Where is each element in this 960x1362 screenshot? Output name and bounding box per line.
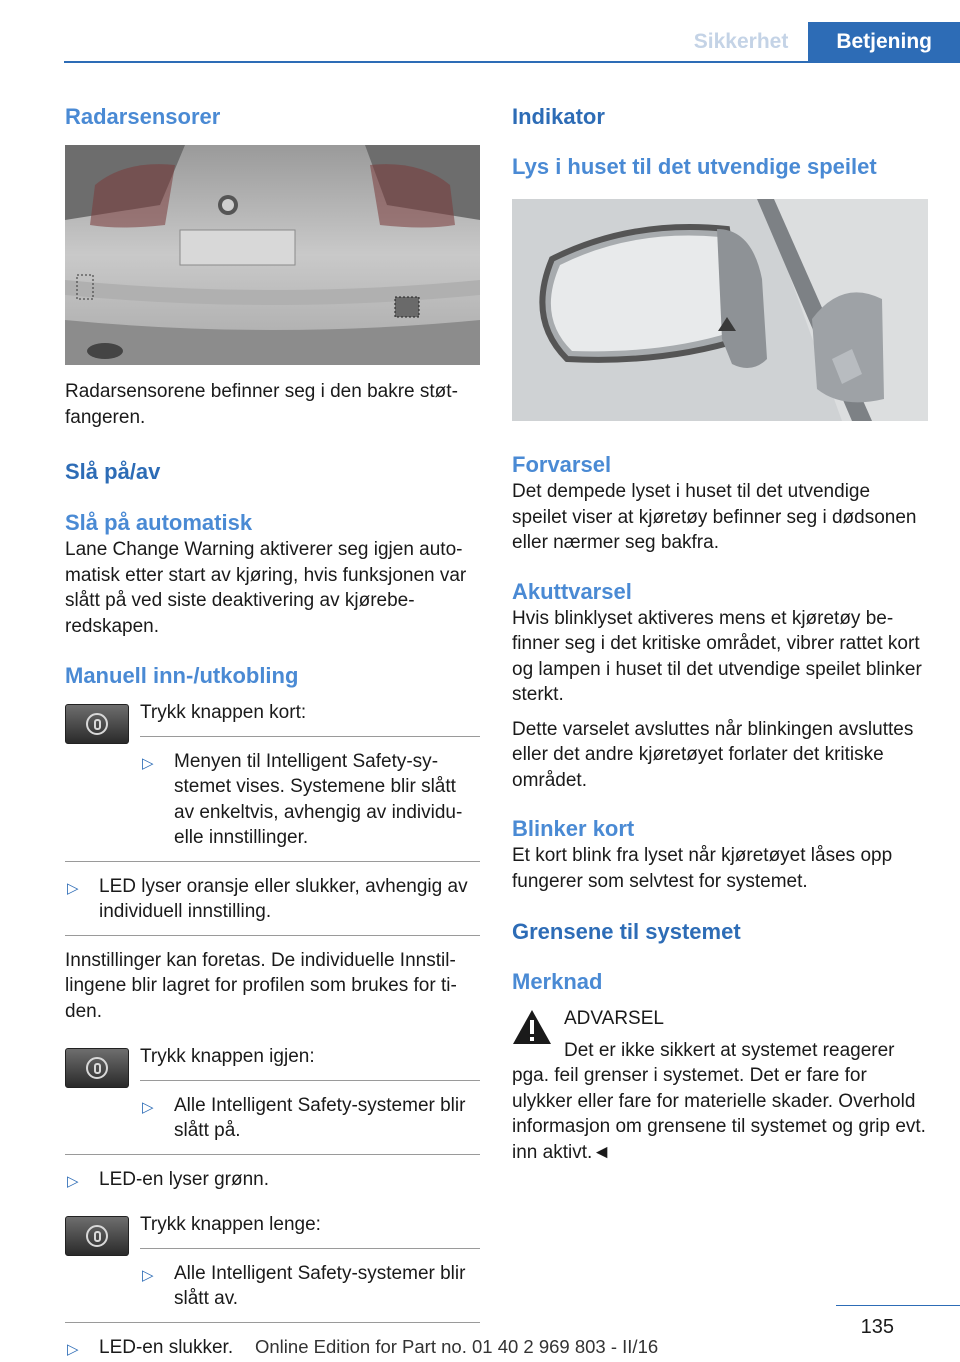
triangle-bullet-icon: ▷ bbox=[142, 1098, 154, 1116]
warning-text: pga. feil grenser i systemet. Det er fare for ulykker eller fare for materielle skader. Overhold informasjon om grensene til systemet og grip evt. inn aktivt.◄ bbox=[512, 1065, 926, 1163]
edition-text: Online Edition for Part no. 01 40 2 969 803 - II/16 bbox=[255, 1336, 659, 1357]
safety-button-icon bbox=[65, 1048, 129, 1088]
press-short-block bbox=[65, 700, 480, 851]
list-item: ▷ LED-en slukker. bbox=[65, 1335, 480, 1361]
tab-sikkerhet[interactable]: Sikkerhet bbox=[674, 22, 809, 62]
press-again-block bbox=[65, 1044, 480, 1144]
heading-lys-speil: Lys i huset til det utvendige speilet bbox=[512, 154, 877, 179]
press-again-text: Trykk knappen igjen: bbox=[140, 1046, 315, 1067]
heading-indikator: Indikator bbox=[512, 104, 605, 129]
triangle-bullet-icon: ▷ bbox=[142, 1266, 154, 1284]
list-item: ▷ Alle Intelligent Safety-systemer blir slått på. bbox=[142, 1094, 466, 1141]
heading-manuell: Manuell inn-/utkobling bbox=[65, 663, 299, 688]
triangle-bullet-icon: ▷ bbox=[67, 1340, 79, 1358]
heading-merknad: Merknad bbox=[512, 969, 603, 994]
rear-bumper-photo bbox=[65, 145, 480, 365]
heading-sla-pa-av: Slå på/av bbox=[65, 459, 161, 484]
section-tabs bbox=[674, 22, 960, 62]
heading-grensene: Grensene til systemet bbox=[512, 919, 741, 944]
heading-akuttvarsel: Akuttvarsel bbox=[512, 578, 632, 604]
warning-block bbox=[512, 1006, 928, 1063]
triangle-bullet-icon: ▷ bbox=[142, 754, 154, 772]
heading-forvarsel: Forvarsel bbox=[512, 452, 612, 477]
auto-text: Lane Change Warning aktiverer seg igjen automatisk etter start av kjøring, hvis funksjonen var slått på ved siste deaktivering av kjøreberedskapen. bbox=[65, 539, 467, 637]
blink-text: Et kort blink fra lyset når kjøretøyet låses opp fungerer som selvtest for systemet. bbox=[512, 845, 893, 892]
mirror-photo bbox=[512, 199, 928, 421]
acute-text-1: Hvis blinklyset aktiveres mens et kjøretøy befinner seg i det kritiske området, vibrer rattet kort og lampen i huset til det utvendige speilet blinker sterkt. bbox=[512, 607, 922, 705]
list-item: ▷ LED lyser oransje eller slukker, avhengig av individuell innstilling. bbox=[67, 875, 468, 922]
radar-caption: Radarsensorene befinner seg i den bakre støtfangeren. bbox=[65, 381, 458, 428]
page-number: 135 bbox=[860, 1316, 894, 1338]
heading-sla-pa-automatisk: Slå på automatisk bbox=[65, 510, 253, 535]
footer-rule bbox=[836, 1305, 960, 1306]
list-item: ▷ Menyen til Intelligent Safety-systemet vises. Systemene blir slått av enkeltvis, avhengig av individuelle innstillinger. bbox=[142, 750, 463, 848]
safety-button-icon bbox=[65, 1216, 129, 1256]
list-item: ▷ LED-en lyser grønn. bbox=[65, 1167, 480, 1193]
acute-text-2: Dette varselet avsluttes når blinkingen avsluttes eller det andre kjøretøyet forlater det kritiske området. bbox=[512, 718, 914, 791]
tab-betjening[interactable]: Betjening bbox=[808, 22, 960, 62]
right-column bbox=[512, 100, 928, 1165]
press-long-block bbox=[65, 1212, 480, 1312]
list-item: ▷ Alle Intelligent Safety-systemer blir slått av. bbox=[142, 1262, 466, 1309]
warning-triangle-icon bbox=[512, 1009, 552, 1045]
heading-radarsensorer: Radarsensorer bbox=[65, 104, 221, 129]
safety-button-icon bbox=[65, 704, 129, 744]
settings-text: Innstillinger kan foretas. De individuelle Innstillingene blir lagret for profilen som brukes for tiden. bbox=[65, 949, 457, 1022]
warning-line: Det er ikke sikkert at systemet reagerer bbox=[564, 1039, 895, 1061]
press-short-text: Trykk knappen kort: bbox=[140, 702, 307, 723]
prewarn-text: Det dempede lyset i huset til det utvendige speilet viser at kjøretøy befinner seg i dødsonen eller nærmer seg bakfra. bbox=[512, 481, 917, 553]
heading-blinker-kort: Blinker kort bbox=[512, 816, 635, 841]
press-long-text: Trykk knappen lenge: bbox=[140, 1214, 321, 1235]
triangle-bullet-icon: ▷ bbox=[67, 1172, 79, 1190]
triangle-bullet-icon: ▷ bbox=[67, 879, 79, 897]
warning-title: ADVARSEL bbox=[564, 1008, 664, 1029]
header-rule bbox=[64, 61, 960, 63]
left-column bbox=[65, 100, 480, 1360]
